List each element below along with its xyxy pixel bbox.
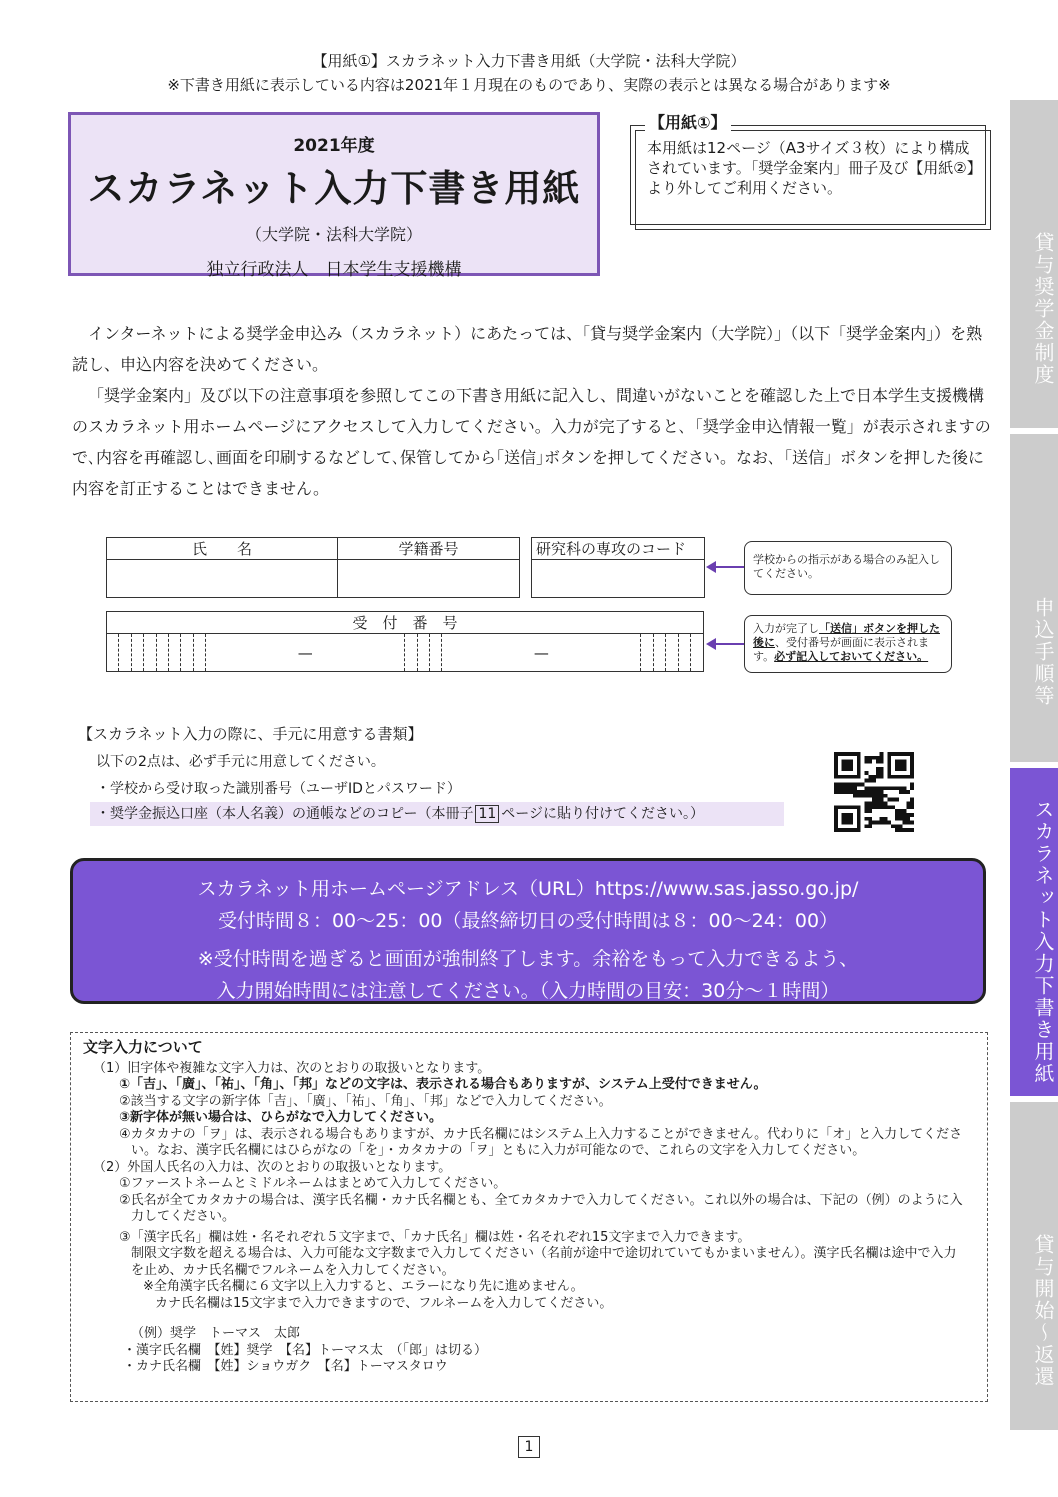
receipt-digit-cell[interactable] bbox=[107, 634, 119, 672]
header-line-1: 【用紙①】スカラネット入力下書き用紙（大学院・法科大学院） bbox=[312, 52, 746, 70]
student-no-label: 学籍番号 bbox=[338, 538, 520, 560]
receipt-table bbox=[106, 611, 704, 672]
arrow-line-1 bbox=[714, 566, 744, 568]
intro-paragraph-2: 「奨学金案内」及び以下の注意事項を参照してこの下書き用紙に記入し、間違いがないことを確認した上で日本学生支援機構のスカラネット用ホームページにアクセスして入力してください。入力が完了すると､「奨学金申込情報一覧」が表示されますので､内容を再確認し､画面を印刷するなどして､保管してから｢送信｣ボタンを押してください。なお､「送信」ボタンを押した後に内容を訂正することはできません。 bbox=[72, 386, 991, 498]
char-input-line: ・漢字氏名欄 【姓】奨学 【名】トーマス太 （「郎」は切る） bbox=[123, 1342, 488, 1358]
receipt-digit-cell[interactable] bbox=[405, 634, 417, 672]
receipt-digit-cell[interactable] bbox=[641, 634, 653, 672]
url-box bbox=[70, 858, 986, 1004]
arrow-head-2 bbox=[706, 638, 716, 650]
docs-item-2 bbox=[90, 802, 784, 826]
tab-draft-form-label: スカラネット入力下書き用紙 bbox=[1031, 799, 1055, 1085]
receipt-digit-cell[interactable] bbox=[144, 634, 156, 672]
receipt-digit-cell[interactable] bbox=[678, 634, 690, 672]
title-box bbox=[68, 112, 600, 280]
char-input-line: （例）奨学 トーマス 太郎 bbox=[131, 1326, 301, 1341]
char-input-line: ②氏名が全てカタカナの場合は、漢字氏名欄・カナ氏名欄とも、全てカタカナで入力してください。これ以外の場合は、下記の（例）のように入 bbox=[119, 1192, 963, 1208]
docs-item-1: ・学校から受け取った識別番号（ユーザIDとパスワード） bbox=[96, 781, 461, 797]
docs-lead: 以下の2点は、必ず手元に用意してください。 bbox=[96, 754, 385, 770]
char-input-line: ・カナ氏名欄 【姓】ショウガク 【名】トーマスタロウ bbox=[123, 1359, 448, 1374]
title-sub: （大学院・法科大学院） bbox=[245, 225, 422, 244]
receipt-digit-cell[interactable] bbox=[193, 634, 205, 672]
tab-procedure-label: 申込手順等 bbox=[1031, 597, 1055, 707]
warning-line-2: 入力開始時間には注意してください。（入力時間の目安：30分〜１時間） bbox=[216, 980, 840, 1002]
receipt-digit-cell[interactable] bbox=[430, 634, 442, 672]
tab-loan-system[interactable] bbox=[1010, 100, 1058, 428]
char-input-line: ※全角漢字氏名欄に６文字以上入力すると、エラーになり先に進めません。 bbox=[143, 1279, 584, 1294]
note-text: 本用紙は12ページ（A3サイズ３枚）により構成されています。「奨学金案内」冊子及び【用紙②】より外してご利用ください。 bbox=[647, 139, 975, 197]
docs-item-2-a: ・奨学金振込口座（本人名義）の通帳などのコピー（本冊子 bbox=[96, 806, 474, 822]
char-input-line: い。なお、漢字氏名欄にはひらがなの「を」・カタカナの「ヲ」ともに入力が可能なので、これらの文字を入力してください。 bbox=[131, 1143, 866, 1158]
receipt-digit-cell[interactable] bbox=[653, 634, 665, 672]
name-label: 氏 名 bbox=[107, 538, 338, 560]
student-no-field[interactable] bbox=[338, 560, 520, 598]
title-year: 2021年度 bbox=[293, 136, 375, 156]
warning-line-1: ※受付時間を過ぎると画面が強制終了します。余裕をもって入力できるよう、 bbox=[197, 948, 859, 970]
char-input-line: ①ファーストネームとミドルネームはまとめて入力してください。 bbox=[119, 1176, 507, 1191]
major-code-table bbox=[531, 537, 705, 598]
tab-draft-form[interactable] bbox=[1010, 768, 1058, 1096]
major-code-label: 研究科の専攻のコード bbox=[532, 538, 705, 560]
header-line-2: ※下書き用紙に表示している内容は2021年１月現在のものであり、実際の表示とは異なる場合があります※ bbox=[167, 76, 891, 94]
char-input-heading: 文字入力について bbox=[83, 1038, 203, 1056]
arrow-line-2 bbox=[714, 643, 744, 645]
note-box bbox=[630, 113, 986, 225]
hours-line: 受付時間８：00〜25：00（最終締切日の受付時間は８：00〜24：00） bbox=[217, 910, 839, 932]
char-input-line: （1）旧字体や複雑な文字入力は、次のとおりの取扱いとなります。 bbox=[93, 1060, 491, 1076]
receipt-dash-cell: — bbox=[442, 634, 641, 672]
intro bbox=[72, 318, 994, 504]
char-input-lines bbox=[83, 1061, 975, 1376]
bubble2-c: 、受付番号が画面に表示されます。 bbox=[753, 636, 929, 663]
url-line: スカラネット用ホームページアドレス（URL）https://www.sas.jasso.go.jp/ bbox=[197, 878, 859, 900]
page-number: 1 bbox=[518, 1436, 540, 1458]
receipt-digit-cell[interactable] bbox=[169, 634, 181, 672]
char-input-line: （2）外国人氏名の入力は、次のとおりの取扱いとなります。 bbox=[93, 1159, 452, 1175]
receipt-label: 受 付 番 号 bbox=[107, 612, 704, 634]
note-label: 【用紙①】 bbox=[645, 113, 731, 133]
tab-repayment[interactable] bbox=[1010, 1102, 1058, 1430]
receipt-dash-cell: — bbox=[206, 634, 405, 672]
qr-code-icon[interactable] bbox=[834, 752, 914, 832]
char-input-line: カナ氏名欄は15文字まで入力できますので、フルネームを入力してください。 bbox=[155, 1295, 613, 1311]
receipt-digit-cell[interactable] bbox=[156, 634, 168, 672]
bubble-school-note: 学校からの指示がある場合のみ記入してください。 bbox=[744, 541, 952, 595]
tab-loan-system-label: 貸与奨学金制度 bbox=[1031, 232, 1055, 386]
char-input-line: ④カタカナの「ヲ」は、表示される場合もありますが、カナ氏名欄にはシステム上入力することができません。代わりに「オ」と入力してくださ bbox=[119, 1126, 963, 1142]
bubble2-a: 入力が完了し bbox=[753, 622, 819, 635]
docs-item-2-b: ページに貼り付けてください。） bbox=[501, 806, 705, 822]
bubble2-b: 「送信」ボタンを押した後に bbox=[753, 622, 940, 649]
title-main: スカラネット入力下書き用紙 bbox=[87, 167, 581, 210]
receipt-digit-cell[interactable] bbox=[119, 634, 131, 672]
receipt-digit-cell[interactable] bbox=[181, 634, 193, 672]
char-input-line: 力してください。 bbox=[131, 1209, 236, 1224]
bubble2-d: 必ず記入しておいてください。 bbox=[774, 650, 929, 663]
intro-paragraph-1: インターネットによる奨学金申込み（スカラネット）にあたっては、「貸与奨学金案内（大学院）」（以下「奨学金案内」）を熟読し、申込内容を決めてください。 bbox=[72, 324, 983, 374]
char-input-line: 制限文字数を超える場合は、入力可能な文字数まで入力してください（名前が途中で途切れていてもかまいません）。漢字氏名欄は途中で入力 bbox=[131, 1246, 957, 1261]
char-input-line: ③「漢字氏名」欄は姓・名それぞれ５文字まで、「カナ氏名」欄は姓・名それぞれ15文字まで入力できます。 bbox=[119, 1229, 751, 1245]
receipt-cells bbox=[107, 634, 704, 672]
bubble-receipt-note bbox=[744, 615, 952, 673]
name-table bbox=[106, 537, 520, 598]
receipt-digit-cell[interactable] bbox=[666, 634, 678, 672]
char-input-box bbox=[70, 1032, 988, 1402]
name-field[interactable] bbox=[107, 560, 338, 598]
arrow-head-1 bbox=[706, 561, 716, 573]
char-input-line: ②該当する文字の新字体「吉」、「廣」、「祐」、「角」、「邦」などで入力してください。 bbox=[119, 1093, 612, 1109]
receipt-digit-cell[interactable] bbox=[417, 634, 429, 672]
receipt-digit-cell[interactable] bbox=[131, 634, 143, 672]
char-input-line: を止め、カナ氏名欄でフルネームを入力してください。 bbox=[131, 1262, 455, 1278]
tab-repayment-label: 貸与開始〜返還 bbox=[1031, 1234, 1055, 1388]
title-org: 独立行政法人 日本学生支援機構 bbox=[206, 260, 462, 280]
docs-heading: 【スカラネット入力の際に、手元に用意する書類】 bbox=[78, 725, 423, 743]
char-input-line: ③新字体が無い場合は、ひらがなで入力してください。 bbox=[119, 1110, 443, 1125]
receipt-digit-cell[interactable] bbox=[690, 634, 703, 672]
docs-item-2-page: 11 bbox=[475, 805, 499, 823]
tab-procedure[interactable] bbox=[1010, 434, 1058, 762]
major-code-field[interactable] bbox=[532, 560, 705, 598]
char-input-line: ①「吉」、「廣」、「祐」、「角」、「邦」などの文字は、表示される場合もありますが、システム上受付できません。 bbox=[119, 1077, 767, 1092]
